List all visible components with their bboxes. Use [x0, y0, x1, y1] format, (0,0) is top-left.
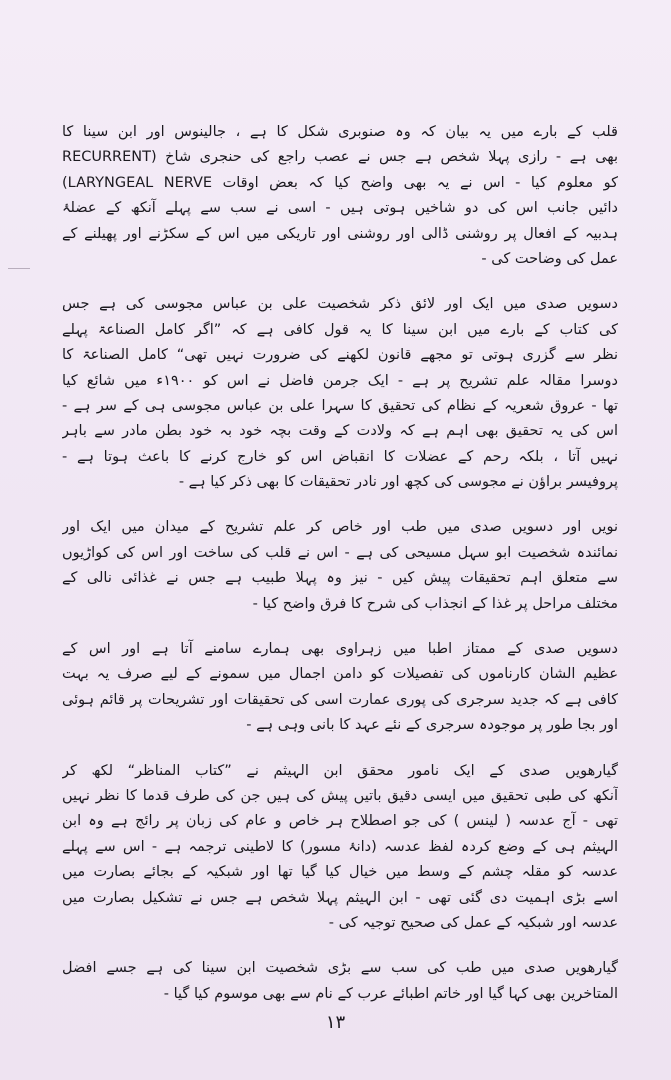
- text-line: عظیم الشان کارناموں کی تفصیلات کو دامن اجمال میں سمونے کے لیے صرف یہ بہت: [62, 666, 618, 683]
- text-line: تھی - آج عدسہ ( لینس ) کی جو اصطلاح ہر خاص و عام کی زبان پر رائج ہے وہ ابن: [62, 813, 618, 830]
- paragraph: [62, 759, 618, 937]
- text-line: نظر سے گزری ہوتی تو مجھے قانون لکھنے کی ضرورت نہیں تھی“ کامل الصناعۃ کا: [62, 347, 618, 364]
- text-line: آنکھ کی طبی تحقیق میں ایسی دقیق باتیں پیش کی ہیں جن کی طرف قدما کا نظر نہیں: [62, 787, 618, 804]
- text-line: دسویں صدی کے ممتاز اطبا میں زہراوی بھی ہمارے سامنے آتا ہے اور اس کے: [62, 641, 618, 658]
- text-line: گیارھویں صدی کے ایک نامور محقق ابن الہیثم نے ”کتاب المناظر“ لکھ کر: [62, 762, 618, 779]
- paragraph: [62, 956, 618, 1007]
- paragraph: [62, 515, 618, 617]
- text-line: عدسہ اور شبکیہ کے عمل کی صحیح توجیہ کی -: [328, 914, 618, 931]
- text-line: پروفیسر براؤن نے مجوسی کی کچھ اور نادر تحقیقات کا بھی ذکر کیا ہے -: [178, 474, 618, 491]
- paragraph: [62, 120, 618, 272]
- text-line: نویں اور دسویں صدی میں طب اور خاص کر علم تشریح کے میدان میں ایک اور: [62, 519, 618, 536]
- text-line: دائیں جانب اس کی دو شاخیں ہوتی ہیں - اسی نے سب سے پہلے آنکھ کے عضلۂ: [62, 200, 618, 217]
- text-line: تھا - عروق شعریہ کے نظام کی تحقیق کا سہرا علی بن عباس مجوسی ہی کے سر ہے -: [62, 397, 618, 414]
- text-line: دوسرا مقالہ علم تشریح پر ہے - ایک جرمن فاضل نے اس کو ۱۹۰۰ء میں شائع کیا: [62, 372, 618, 389]
- paragraph: [62, 637, 618, 739]
- text-line: سے متعلق اہم تحقیقات پیش کیں - نیز وہ پہلا طبیب ہے جس نے غذائی نالی کے: [62, 570, 618, 587]
- body-text: [62, 120, 618, 1027]
- text-line: کی کتاب کے بارے میں ابن سینا کا یہ قول کافی ہے کہ ”اگر کامل الصناعۃ پہلے: [62, 321, 618, 338]
- text-line: ہدبیہ کے افعال پر روشنی ڈالی اور روشنی اور تاریکی میں اس کے سکڑنے اور پھیلنے کے: [62, 225, 618, 242]
- text-line: کافی ہے کہ جدید سرجری کی پوری عمارت اسی کی تحقیقات اور تشریحات پر قائم ہوئی: [62, 691, 618, 708]
- text-line: قلب کے بارے میں یہ بیان کہ وہ صنوبری شکل کا ہے ، جالینوس اور ابن سینا کا: [62, 124, 618, 140]
- text-line: الہیثم ہی کے وضع کردہ لفظ عدسہ (دانۂ مسور) کا لاطینی ترجمہ ہے - اس سے پہلے: [62, 838, 618, 855]
- text-line: نہیں آتا ، بلکہ رحم کے عضلات کا انقباض اس کو خارج کرنے کا باعث ہوتا ہے -: [62, 448, 618, 465]
- text-line: اور بجا طور پر موجودہ سرجری کے نئے عہد کا بانی وہی ہے -: [246, 717, 618, 734]
- text-line: اسے بڑی اہمیت دی گئی تھی - ابن الہیثم پہلا شخص ہے جس نے تشکیل بصارت میں: [62, 889, 618, 906]
- text-line: عدسہ کو مقلہ چشم کے وسط میں خیال کیا گیا تھا اور شبکیہ کے بجائے بصارت میں: [62, 864, 618, 881]
- margin-mark: [8, 268, 30, 269]
- text-line: مختلف مراحل پر غذا کے انجذاب کی شرح کا فرق واضح کیا -: [252, 595, 618, 612]
- text-line: دسویں صدی میں ایک اور لائق ذکر شخصیت علی بن عباس مجوسی کی ہے جس: [62, 296, 618, 313]
- text-line: گیارھویں صدی میں طب کی سب سے بڑی شخصیت ابن سینا کی ہے جسے افضل: [62, 960, 618, 977]
- paragraph: [62, 292, 618, 495]
- text-line: المتاخرین بھی کہا گیا اور خاتم اطبائے عرب کے نام سے بھی موسوم کیا گیا -: [163, 985, 618, 1002]
- page-number: ۱۳: [325, 1012, 346, 1033]
- text-line: اس کی یہ تحقیق بھی اہم ہے کہ ولادت کے وقت بچہ خود بہ خود بطن مادر سے باہر: [62, 423, 618, 440]
- text-line: (LARYNGEAL NERVE کو معلوم کیا - اس نے یہ بھی واضح کیا کہ بعض اوقات: [62, 174, 618, 191]
- text-line: نمائندہ شخصیت ابو سہل مسیحی کی ہے - اس نے قلب کی ساخت اور اس کی کواڑیوں: [62, 544, 618, 561]
- text-line: عمل کی وضاحت کی -: [481, 250, 618, 267]
- text-line: بھی ہے - رازی پہلا شخص ہے جس نے عصب راجع کی حنجری شاخ (RECURRENT: [62, 149, 618, 166]
